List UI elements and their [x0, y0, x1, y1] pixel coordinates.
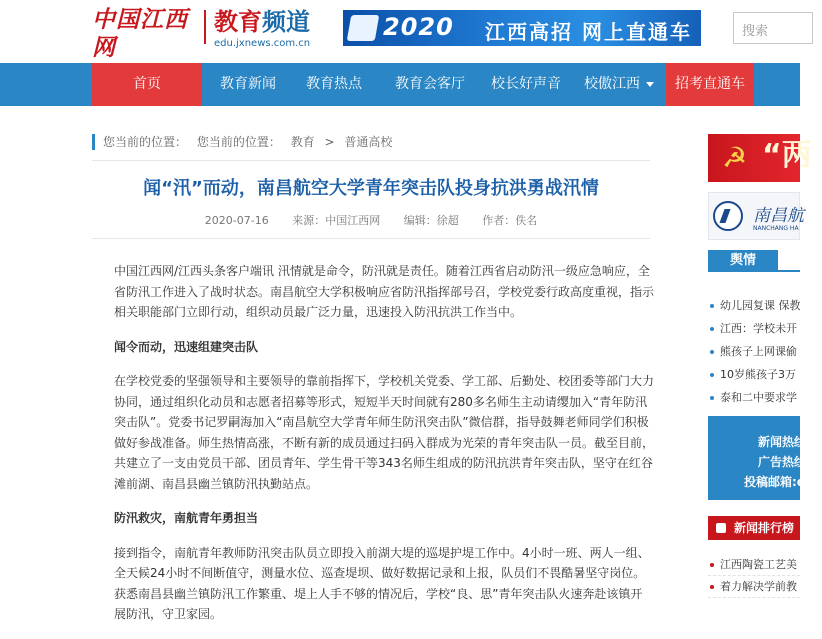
ad-hotline: 广告热线 [758, 455, 807, 469]
list-item[interactable]: 江西陶瓷工艺美 [708, 554, 800, 576]
gaokao-banner[interactable] [343, 10, 701, 46]
hammer-sickle-icon: ☭ [722, 141, 748, 174]
article-author: 作者：佚名 [482, 214, 538, 227]
article-source: 来源：中国江西网 [292, 214, 381, 227]
list-item[interactable]: 江西：学校未开 [708, 317, 800, 340]
nav-school-pride-label: 校傲江西 [584, 76, 640, 92]
nav-principal-voice[interactable]: 校长好声音 [491, 76, 561, 92]
nav-education-parlor[interactable]: 教育会客厅 [395, 76, 465, 92]
party-banner[interactable] [708, 134, 812, 182]
article-title: 闻“汛”而动，南昌航空大学青年突击队投身抗洪勇战汛情 [143, 178, 599, 199]
university-emblem-icon [713, 201, 743, 231]
party-banner-text: “两 [762, 138, 812, 173]
nav-admission-express[interactable]: 招考直通车 [666, 63, 754, 106]
news-ranking-tab[interactable] [708, 516, 800, 540]
breadcrumb-prefix: 您当前的位置： [103, 135, 188, 149]
main-nav [0, 63, 800, 106]
channel-url: edu.jxnews.com.cn [214, 38, 311, 49]
public-opinion-list [708, 294, 800, 409]
article-paragraph: 接到指令，南航青年教师防汛突击队员立即投入前湖大堤的巡堤护堤工作中。4小时一班、两人一组、全天候24小时不间断值守，测量水位、巡查堤坝、做好数据记录和上报，队员们不畏酷暑坚守岗位。获悉南昌县幽兰镇防汛工作繁重、堤上人手不够的情况后，学校“良、思”青年突击队火速奔赴该镇开展防汛，守卫家园。 [114, 545, 650, 621]
breadcrumb [92, 134, 398, 150]
education-channel-logo[interactable] [214, 8, 310, 49]
breadcrumb-education[interactable]: 教育 [290, 135, 315, 149]
logo-text: 中国江西网 [92, 6, 188, 61]
banner-text: 江西高招 网上直通车 [485, 20, 692, 44]
submission-email: 投稿邮箱:edu [744, 475, 822, 489]
divider [92, 160, 650, 161]
channel-name-part2: 频道 [262, 8, 310, 36]
nchu-banner-title: 南昌航 [753, 206, 804, 226]
article-subheading: 闻令而动，迅速组建突击队 [114, 339, 259, 354]
news-ranking-tab-label: 新闻排行榜 [708, 516, 800, 540]
list-item[interactable]: 10岁熊孩子3万 [708, 363, 800, 386]
nchu-banner-subtitle: NANCHANG HA [753, 225, 799, 232]
logo-divider [204, 10, 206, 44]
nchu-banner[interactable] [708, 192, 804, 240]
nav-education-news[interactable]: 教育新闻 [220, 76, 276, 92]
article-meta [92, 212, 650, 228]
breadcrumb-separator: > [324, 135, 335, 149]
list-item[interactable]: 泰和二中要求学 [708, 386, 800, 409]
article-subheading: 防汛救灾，南航青年勇担当 [114, 511, 259, 525]
banner-year: 2020 [383, 13, 454, 41]
nav-education-hot[interactable]: 教育热点 [306, 76, 362, 92]
article-editor: 编辑：徐超 [403, 214, 459, 227]
public-opinion-tab-label: 舆情 [708, 250, 778, 272]
public-opinion-tab[interactable] [708, 250, 800, 272]
divider [92, 238, 650, 239]
article-date: 2020-07-16 [204, 214, 269, 227]
contact-box [708, 416, 822, 500]
site-header [0, 0, 800, 62]
list-item[interactable]: 幼儿园复课 保教 [708, 294, 800, 317]
chevron-down-icon [646, 82, 654, 87]
jxnews-logo[interactable] [92, 6, 196, 61]
list-item[interactable]: 着力解决学前教 [708, 576, 800, 598]
list-item[interactable]: 熊孩子上网课偷 [708, 340, 800, 363]
news-hotline: 新闻热线 [758, 435, 807, 449]
nav-school-pride-dropdown[interactable] [574, 63, 664, 106]
flag-icon [347, 15, 380, 41]
channel-name [214, 8, 310, 36]
search-input[interactable]: 搜索 [733, 12, 813, 44]
news-ranking-list [708, 554, 800, 598]
breadcrumb-label: 您当前的位置： [196, 135, 281, 149]
channel-name-part1: 教育 [214, 8, 262, 36]
article-paragraph: 在学校党委的坚强领导和主要领导的靠前指挥下，学校机关党委、学工部、后勤处、校团委等部门大力协同，通过组织化动员和志愿者招募等形式，短短半天时间就有280多名师生主动请缨加入“青年防汛突击队”。党委书记罗嗣海加入“南昌航空大学青年师生防汛突击队”微信群，指导鼓舞老师同学们积极做好参战准备。师生热情高涨，不断有新的成员通过扫码入群成为光荣的青年突击队一员。截至目前，共建立了一支由党员干部、团员青年、学生骨干等343名师生组成的防汛抗洪青年突击队，坚守在红谷滩前湖、南昌县幽兰镇防汛执勤站点。 [114, 374, 655, 491]
nav-home[interactable]: 首页 [92, 63, 202, 106]
article-paragraph: 中国江西网/江西头条客户端讯 汛情就是命令，防汛就是责任。随着江西省启动防汛一级应急响应，全省防汛工作进入了战时状态。南昌航空大学积极响应省防汛指挥部号召，学校党委行政高度重视，指示相关职能部门立即行动，组织动员最广泛力量，迅速投入防汛抗洪工作当中。 [114, 264, 655, 319]
article-body [114, 261, 654, 639]
breadcrumb-universities[interactable]: 普通高校 [344, 135, 393, 149]
